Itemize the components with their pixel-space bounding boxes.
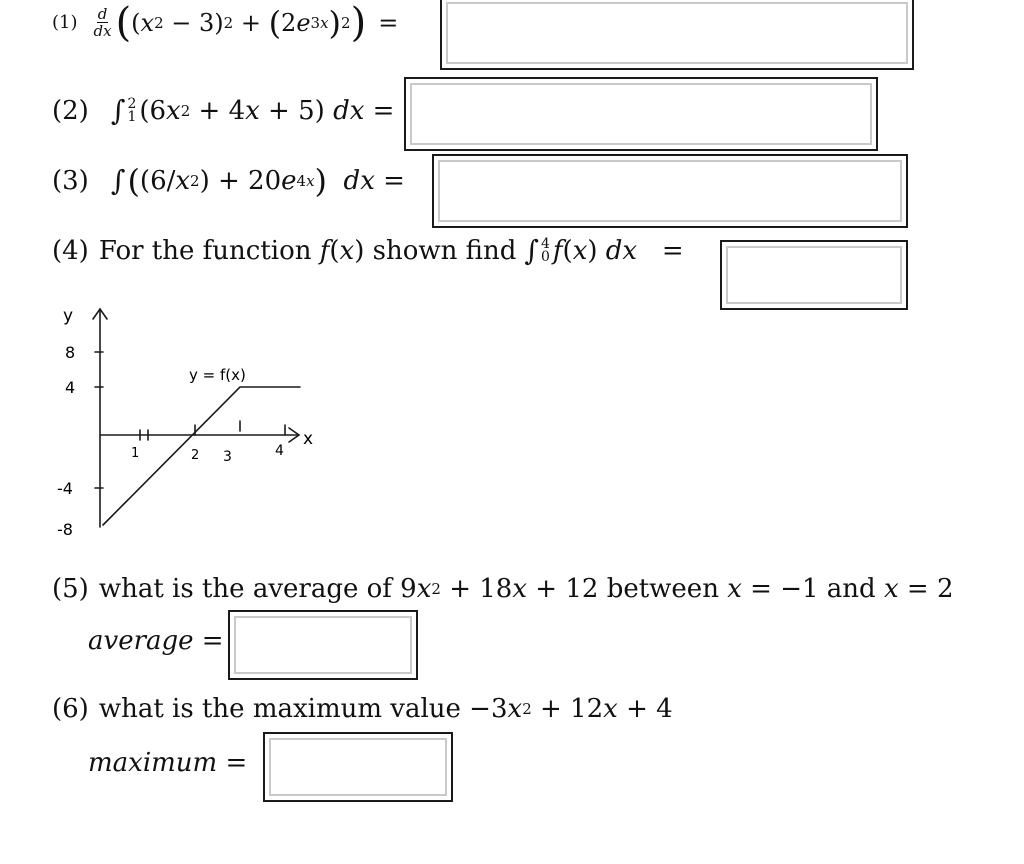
question-label: (1)	[52, 12, 78, 33]
x-tick-label: 2	[191, 448, 200, 463]
average-label: average	[88, 626, 194, 656]
answer-box-6[interactable]	[263, 732, 453, 802]
answer-input-1[interactable]	[450, 6, 904, 60]
question-3: (3) ∫ ( (6/ x 2 ) + 20 e 4x ) dx =	[52, 161, 405, 200]
question-5: (5) what is the average of 9 x 2 + 18 x + 12 between x = −1 and x = 2	[52, 574, 954, 604]
question-6: (6) what is the maximum value −3 x 2 + 12 x + 4	[52, 694, 673, 724]
y-axis-label: y	[63, 306, 74, 326]
answer-input-4[interactable]	[730, 250, 898, 300]
answer-input-3[interactable]	[442, 164, 898, 218]
question-1: (1) $\frac{d}{dx}$ ( ( x 2 − 3) 2 + ( 2 e 3x ) 2 ) =	[52, 0, 399, 46]
function-graph	[45, 295, 345, 545]
question-label: (3)	[52, 165, 89, 196]
answer-box-4[interactable]	[720, 240, 908, 310]
maximum-row: maximum =	[88, 748, 248, 778]
question-label: (4)	[52, 235, 89, 266]
x-tick-label: 1	[131, 446, 140, 461]
question-label: (2)	[52, 95, 89, 126]
x-tick-label: 4	[275, 443, 284, 459]
answer-box-1[interactable]	[440, 0, 914, 70]
answer-box-3[interactable]	[432, 154, 908, 228]
question-4: (4) For the function f ( x ) shown find ∫ 4 0 f ( x ) dx =	[52, 234, 684, 267]
y-tick-label: 8	[65, 343, 76, 362]
maximum-label: maximum	[88, 748, 218, 778]
curve-label: y = f(x)	[189, 366, 246, 384]
answer-input-5[interactable]	[238, 620, 408, 670]
y-tick-label: 4	[65, 378, 76, 397]
y-tick-label: -8	[57, 520, 73, 539]
x-tick-label: 3	[223, 449, 232, 465]
answer-box-5[interactable]	[228, 610, 418, 680]
x-axis-label: x	[303, 429, 314, 449]
y-tick-label: -4	[57, 479, 73, 498]
question-2: (2) ∫ 2 1 (6 x 2 + 4 x + 5) dx =	[52, 94, 395, 127]
answer-box-2[interactable]	[404, 77, 878, 151]
average-row: average =	[88, 626, 224, 656]
question-label: (6)	[52, 694, 89, 724]
question-label: (5)	[52, 574, 89, 604]
answer-input-6[interactable]	[273, 742, 443, 792]
derivative-operator: $\frac{d}{dx}$	[93, 5, 112, 40]
answer-input-2[interactable]	[414, 87, 868, 141]
